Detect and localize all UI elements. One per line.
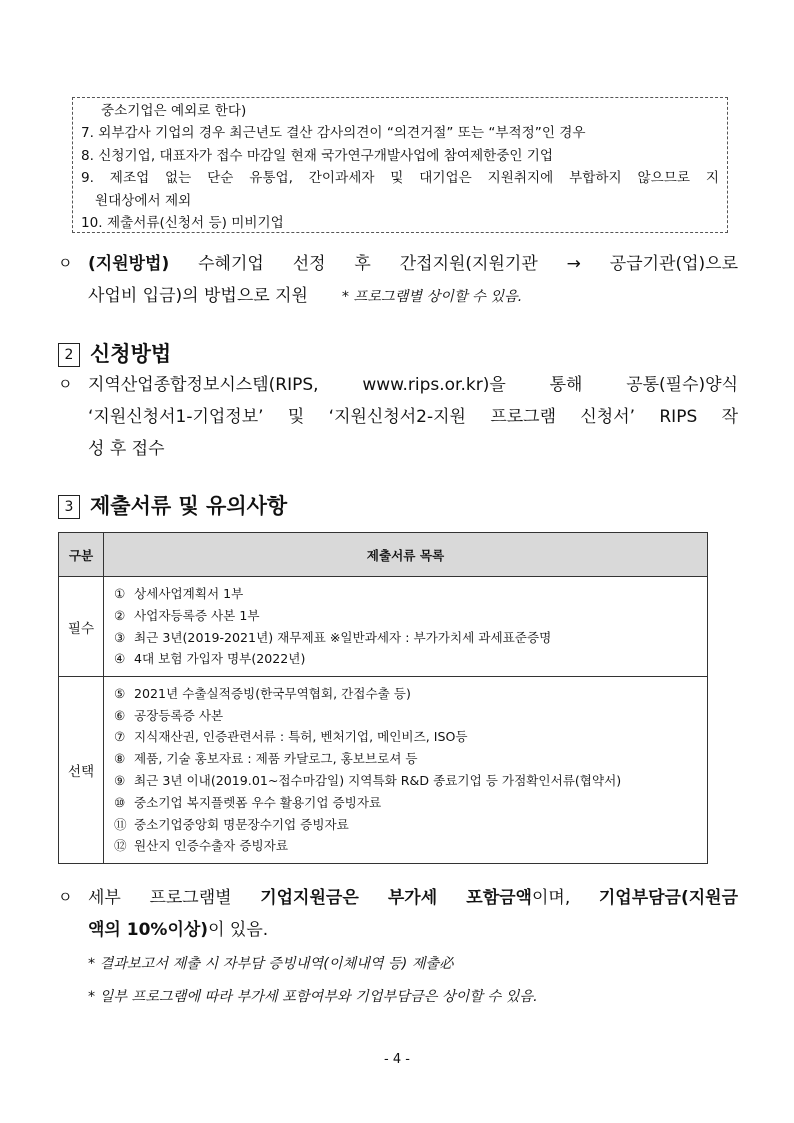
note-self-payment: * 결과보고서 제출 시 자부담 증빙내역(이체내역 등) 제출必 <box>88 956 454 972</box>
documents-table <box>58 532 708 864</box>
bullet-mark: ㅇ <box>58 375 73 393</box>
item-number: ⑤ <box>114 685 126 701</box>
contribution-line1: 세부 프로그램별 기업지원금은 부가세 포함금액이며, 기업부담금(지원금 <box>88 888 738 908</box>
exclusion-item-7: 7. 외부감사 기업의 경우 최근년도 결산 감사의견이 “의견거절” 또는 “부적정”인 경우 <box>81 125 586 142</box>
apply-line3: 성 후 접수 <box>88 439 165 459</box>
section-number-box: 3 <box>58 495 80 519</box>
document-item <box>114 627 699 649</box>
document-item <box>114 748 699 770</box>
document-item <box>114 605 699 627</box>
item-number: ⑦ <box>114 729 126 745</box>
table-header-row <box>59 533 708 577</box>
contribution-paragraph <box>58 882 738 948</box>
support-method-note: * 프로그램별 상이할 수 있음. <box>341 289 523 305</box>
exclusion-box <box>72 97 728 233</box>
document-item <box>114 648 699 670</box>
section-title: 신청방법 <box>90 342 172 366</box>
item-number: ⑨ <box>114 773 126 788</box>
item-number: ⑥ <box>114 707 126 723</box>
item-text: 지식재산권, 인증관련서류 : 특허, 벤처기업, 메인비즈, ISO등 <box>134 729 468 745</box>
table-row-optional <box>59 677 708 864</box>
exclusion-item-9-cont: 원대상에서 제외 <box>95 192 192 209</box>
exclusion-item-9: 9. 제조업 없는 단순 유통업, 간이과세자 및 대기업은 지원취지에 부합하지 않으므로 지 <box>81 170 719 187</box>
item-text: 중소기업 복지플렛폼 우수 활용기업 증빙자료 <box>134 794 382 810</box>
category-optional: 선택 <box>59 677 104 864</box>
item-number: ⑪ <box>114 816 127 832</box>
page-number: - 4 - <box>384 1052 410 1067</box>
item-text: 원산지 인증수출자 증빙자료 <box>134 838 288 854</box>
document-item <box>114 583 699 605</box>
document-item <box>114 814 699 836</box>
optional-document-list <box>114 683 699 857</box>
apply-line1: 지역산업종합정보시스템(RIPS, www.rips.or.kr)을 통해 공통(필수)양식 <box>88 375 738 395</box>
item-text: 4대 보험 가입자 명부(2022년) <box>134 651 306 667</box>
item-number: ② <box>114 607 126 623</box>
category-required: 필수 <box>59 577 104 677</box>
document-item <box>114 835 699 857</box>
item-text: 공장등록증 사본 <box>134 707 224 723</box>
support-method-paragraph <box>58 248 738 314</box>
item-number: ⑫ <box>114 838 127 854</box>
item-number: ⑩ <box>114 794 126 810</box>
item-text: 중소기업중앙회 명문장수기업 증빙자료 <box>134 816 349 832</box>
note-vat-varies: * 일부 프로그램에 따라 부가세 포함여부와 기업부담금은 상이할 수 있음. <box>88 989 538 1005</box>
contribution-line2: 액의 10%이상)이 있음. <box>88 920 269 940</box>
bullet-mark: ㅇ <box>58 888 73 906</box>
section-title: 제출서류 및 유의사항 <box>90 494 288 518</box>
document-item <box>114 683 699 705</box>
apply-line2: ‘지원신청서1-기업정보’ 및 ‘지원신청서2-지원 프로그램 신청서’ RIPS 작 <box>88 407 738 427</box>
exclusion-item-10: 10. 제출서류(신청서 등) 미비기업 <box>81 215 284 232</box>
document-item <box>114 770 699 792</box>
item-text: 최근 3년 이내(2019.01~접수마감일) 지역특화 R&D 종료기업 등 가점확인서류(협약서) <box>134 773 622 788</box>
section-heading-documents <box>58 490 287 520</box>
table-row-required <box>59 577 708 677</box>
document-item <box>114 792 699 814</box>
required-document-list <box>114 583 699 670</box>
exclusion-item-8: 8. 신청기업, 대표자가 접수 마감일 현재 국가연구개발사업에 참여제한중인 기업 <box>81 147 554 164</box>
support-method-line1: (지원방법) 수혜기업 선정 후 간접지원(지원기관 → 공급기관(업)으로 <box>88 254 738 274</box>
bullet-mark: ㅇ <box>58 254 73 272</box>
item-number: ④ <box>114 651 126 667</box>
support-method-label: (지원방법) <box>88 254 170 274</box>
exclusion-line: 중소기업은 예외로 한다) <box>101 103 247 119</box>
support-method-line2: 사업비 입금)의 방법으로 지원 * 프로그램별 상이할 수 있음. <box>88 286 523 306</box>
section-number-box: 2 <box>58 343 80 367</box>
header-document-list: 제출서류 목록 <box>104 533 708 577</box>
item-text: 제품, 기술 홍보자료 : 제품 카달로그, 홍보브로셔 등 <box>134 751 418 767</box>
section-heading-apply <box>58 338 171 368</box>
item-text: 최근 3년(2019-2021년) 재무제표 ※일반과세자 : 부가가치세 과세표준증명 <box>134 629 552 645</box>
header-category: 구분 <box>59 533 104 577</box>
apply-method-paragraph <box>58 369 738 469</box>
item-number: ③ <box>114 629 126 645</box>
document-item <box>114 705 699 727</box>
item-number: ① <box>114 585 126 601</box>
item-text: 2021년 수출실적증빙(한국무역협회, 간접수출 등) <box>134 685 411 701</box>
document-item <box>114 726 699 748</box>
item-text: 상세사업계획서 1부 <box>134 585 244 601</box>
item-number: ⑧ <box>114 751 126 767</box>
item-text: 사업자등록증 사본 1부 <box>134 607 260 623</box>
